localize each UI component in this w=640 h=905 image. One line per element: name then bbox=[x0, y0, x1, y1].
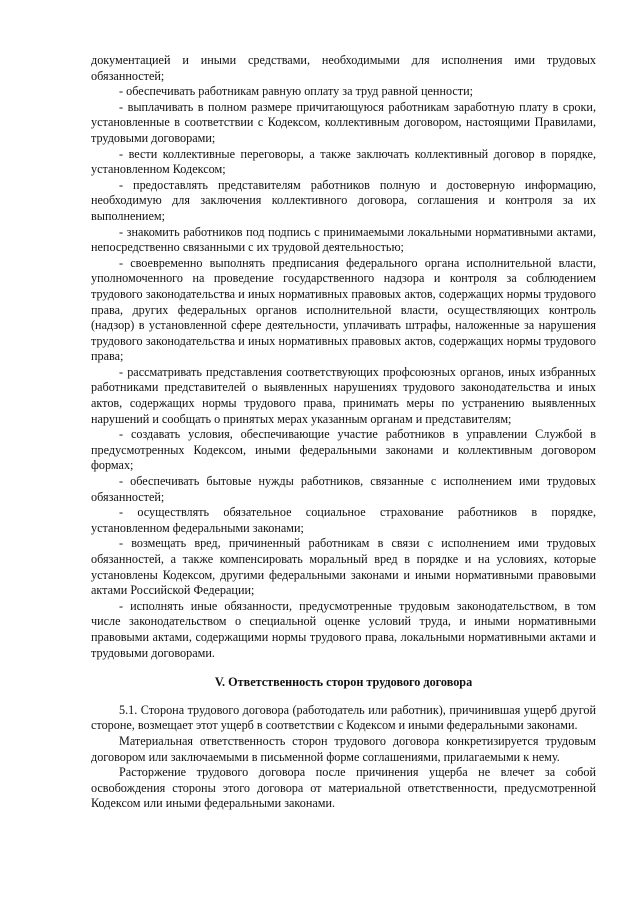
paragraph-continuation: документацией и иными средствами, необходимыми для исполнения ими трудовых обязанностей; bbox=[91, 53, 596, 83]
section-heading: V. Ответственность сторон трудового договора bbox=[214, 675, 473, 690]
liability-paragraph: Расторжение трудового договора после причинения ущерба не влечет за собой освобождения стороны этого договора от материальной ответственности, предусмотренной Кодексом или иными федеральными законами. bbox=[91, 765, 596, 811]
duty-pay-salary: - выплачивать в полном размере причитающуюся работникам заработную плату в сроки, установленные в соответствии с Кодексом, коллективным договором, настоящими Правилами, трудовыми договорами; bbox=[91, 99, 596, 145]
duty-familiarize-acts: - знакомить работников под подпись с принимаемыми локальными нормативными актами, непосредственно связанными с их трудовой деятельностью; bbox=[91, 224, 596, 255]
liability-paragraph: 5.1. Сторона трудового договора (работодатель или работник), причинившая ущерб другой стороне, возмещает этот ущерб в соответствии с Кодексом и иными федеральными законами. bbox=[91, 702, 596, 733]
duty-provide-information: - предоставлять представителям работников полную и достоверную информацию, необходимую для заключения коллективного договора, соглашения и контроля за их выполнением; bbox=[91, 177, 596, 223]
duty-participation-conditions: - создавать условия, обеспечивающие участие работников в управлении Службой в предусмотренных Кодексом, иными федеральными законами и коллективным договором формах; bbox=[91, 427, 596, 473]
duty-equal-pay: - обеспечивать работникам равную оплату за труд равной ценности; bbox=[119, 84, 474, 99]
duty-household-needs: - обеспечивать бытовые нужды работников, связанные с исполнением ими трудовых обязанностей; bbox=[91, 474, 596, 504]
duty-collective-negotiations: - вести коллективные переговоры, а также заключать коллективный договор в порядке, установленном Кодексом; bbox=[91, 146, 596, 177]
duty-social-insurance: - осуществлять обязательное социальное страхование работников в порядке, установленном федеральными законами; bbox=[91, 505, 596, 535]
duty-fulfill-orders: - своевременно выполнять предписания федерального органа исполнительной власти, уполномоченного на проведение государственного надзора и контроля за соблюдением трудового законодательства и иных нормативных правовых актов, содержащих нормы трудового права, других федеральных органов исполнительной власти, осуществляющих контроль (надзор) в установленной сфере деятельности, уплачивать штрафы, наложенные за нарушения трудового законодательства и иных нормативных правовых актов, содержащих нормы трудового права; bbox=[91, 255, 596, 364]
duty-compensate-harm: - возмещать вред, причиненный работникам в связи с исполнением ими трудовых обязанностей, а также компенсировать моральный вред в порядке и на условиях, которые установлены Кодексом, другими федеральными законами и иными нормативными правовыми актами Российской Федерации; bbox=[91, 536, 596, 598]
liability-paragraph: Материальная ответственность сторон трудового договора конкретизируется трудовым договором или заключаемыми в письменной форме соглашениями, прилагаемыми к нему. bbox=[91, 733, 596, 764]
duty-other-obligations: - исполнять иные обязанности, предусмотренные трудовым законодательством, в том числе законодательством о специальной оценке условий труда, и иными нормативными правовыми актами, содержащими нормы трудового права, локальными нормативными актами и трудовыми договорами. bbox=[91, 598, 596, 660]
duty-consider-representations: - рассматривать представления соответствующих профсоюзных органов, иных избранных работниками представителей о выявленных нарушениях трудового законодательства и иных актов, содержащих нормы трудового права, принимать меры по устранению выявленных нарушений и сообщать о принятых мерах указанным органам и представителям; bbox=[91, 364, 596, 426]
